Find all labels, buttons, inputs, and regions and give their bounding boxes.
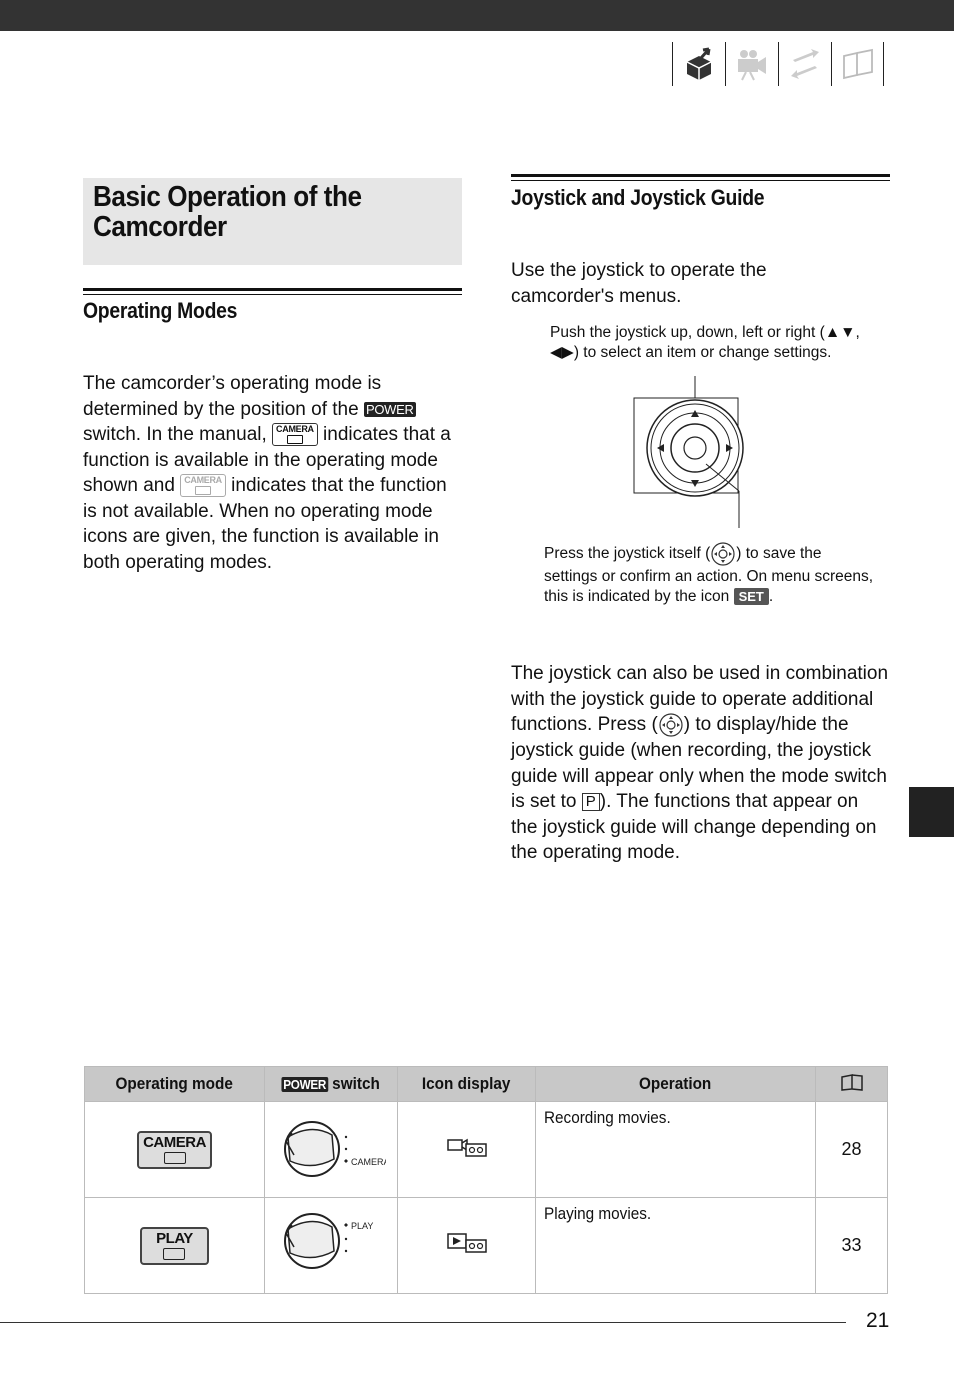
section-rule-left (83, 288, 462, 292)
joystick-press-icon (710, 541, 736, 567)
chapter-nav (672, 42, 888, 86)
up-down-arrows-icon: ▲▼ (824, 324, 856, 341)
set-icon: SET (734, 588, 769, 605)
camera-mode-label-dim: CAMERA (184, 475, 222, 486)
section-title-joystick: Joystick and Joystick Guide (511, 185, 765, 210)
caption-text: , (855, 324, 860, 341)
book-icon (840, 46, 876, 82)
nav-reference[interactable] (831, 42, 884, 86)
nav-camera[interactable] (725, 42, 778, 86)
left-right-arrows-icon: ◀▶ (550, 344, 574, 361)
joystick-press-icon (658, 712, 684, 738)
mode-label: CAMERA (143, 1133, 206, 1151)
caption-text: ) to select an item or change settings. (573, 344, 832, 361)
joystick-press-caption (544, 541, 874, 607)
main-title-box (83, 178, 462, 265)
chapter-side-tab (909, 787, 954, 837)
cell-mode (85, 1102, 265, 1198)
camera-mode-unavailable-icon (180, 474, 226, 497)
page-title-line2: Camcorder (93, 211, 227, 243)
cell-switch (265, 1198, 398, 1294)
play-tape-icon (446, 1232, 488, 1254)
program-mode-icon: P (582, 793, 600, 811)
header-icon-display: Icon display (398, 1067, 536, 1102)
mode-label: PLAY (156, 1229, 193, 1247)
joystick-diagram (620, 376, 750, 531)
para-text: indicates that a function is available in the operating mode shown and (83, 424, 451, 496)
cell-operation (536, 1102, 816, 1198)
caption-text: Press the joystick itself ( (544, 545, 711, 563)
header-operating-mode: Operating mode (85, 1067, 265, 1102)
operation-text: Playing movies. (544, 1204, 652, 1223)
movie-camera-tape-icon (446, 1136, 488, 1158)
power-switch-icon: POWER (283, 1077, 327, 1093)
camera-mode-label: CAMERA (276, 424, 314, 435)
camera-mode-icon (137, 1131, 212, 1169)
para-text: The camcorder’s operating mode is determined by the position of the (83, 373, 382, 420)
nav-getting-started[interactable] (672, 42, 725, 86)
caption-text: Push the joystick up, down, left or right ( (550, 324, 825, 341)
camera-icon (734, 46, 770, 82)
table-row (85, 1198, 888, 1294)
dial-label: PLAY (351, 1221, 374, 1231)
power-dial-camera-icon (276, 1115, 386, 1179)
cell-icon (398, 1102, 536, 1198)
getting-started-icon (681, 46, 717, 82)
para-text: indicates that the function is not available. When no operating mode icons are given, the function is available in both operating modes. (83, 475, 447, 573)
operating-modes-paragraph (83, 371, 463, 575)
dial-label: CAMERA (351, 1157, 386, 1167)
cell-mode (85, 1198, 265, 1294)
cell-page[interactable]: 33 (816, 1198, 888, 1294)
footer-rule (0, 1322, 846, 1323)
operating-modes-table (84, 1066, 888, 1294)
joystick-intro: Use the joystick to operate the camcorder's menus. (511, 260, 767, 307)
para-text: ). The functions that appear on the joystick guide will change depending on the operating mode. (511, 791, 877, 863)
book-icon (840, 1073, 864, 1091)
joystick-guide-paragraph (511, 661, 889, 866)
header-switch-label: switch (332, 1074, 381, 1093)
para-text: The joystick can also be used in combination with the joystick guide to operate additional functions. Press ( (511, 663, 889, 736)
operation-text: Recording movies. (544, 1108, 671, 1127)
power-switch-icon: POWER (365, 401, 414, 417)
joystick-push-caption (550, 323, 870, 363)
header-operation: Operation (536, 1067, 816, 1102)
cell-switch (265, 1102, 398, 1198)
para-text: switch. In the manual, (83, 424, 267, 445)
nav-transfer[interactable] (778, 42, 831, 86)
cell-page[interactable]: 28 (816, 1102, 888, 1198)
page-number: 21 (866, 1309, 890, 1332)
page-title (93, 182, 416, 242)
header-reference (816, 1067, 888, 1102)
table-header-row (85, 1067, 888, 1102)
cell-operation (536, 1198, 816, 1294)
page-title-line1: Basic Operation of the (93, 181, 362, 213)
caption-text: ) to save the settings or confirm an action. On menu screens, this is indicated by the icon (544, 545, 874, 605)
section-title-operating-modes: Operating Modes (83, 298, 238, 323)
para-text: ) to display/hide the joystick guide (when recording, the joystick guide will appear only when the mode switch is set to (511, 714, 887, 812)
caption-text: . (768, 588, 774, 605)
top-bar (0, 0, 954, 31)
power-dial-play-icon (276, 1211, 386, 1275)
camera-mode-icon (272, 423, 318, 446)
table-row (85, 1102, 888, 1198)
play-mode-icon (140, 1227, 209, 1265)
cell-icon (398, 1198, 536, 1294)
header-power-switch (265, 1067, 398, 1102)
section-rule-right (511, 174, 890, 178)
transfer-icon (787, 46, 823, 82)
